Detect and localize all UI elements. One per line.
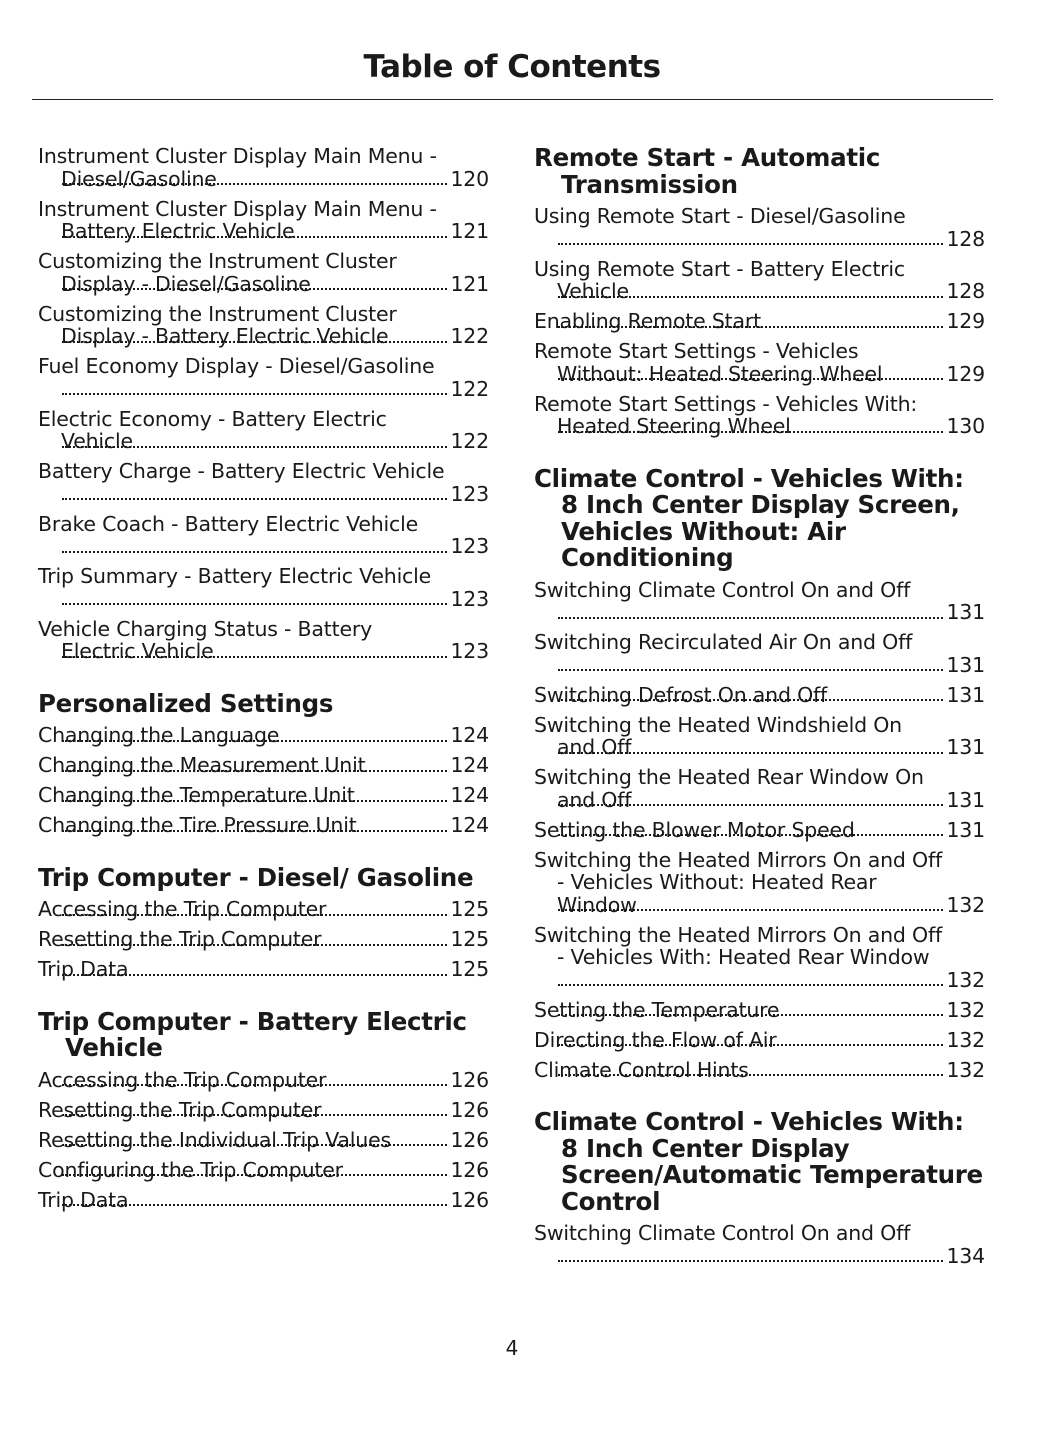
dot-leader [558,326,947,328]
dot-leader [558,296,947,298]
toc-entry-page: 128 [946,279,985,303]
section-heading: Trip Computer - Battery Electric Vehicle [38,1006,467,1062]
toc-entry-label: Switching the Heated Windshield On and Off [534,712,902,759]
toc-entry[interactable] [534,1059,985,1082]
toc-entry-label: Switching Climate Control On and Off [534,577,911,602]
toc-entry-page: 126 [450,1067,489,1092]
toc-section-trip-computer-diesel [38,862,489,981]
toc-entry-page: 132 [946,1057,985,1082]
toc-entry-label: Switching Climate Control On and Off [534,1221,911,1245]
dot-leader [62,914,451,916]
toc-entry[interactable] [534,258,985,303]
dot-leader [62,1114,451,1116]
toc-entry[interactable] [38,618,489,663]
dot-leader [62,800,451,802]
toc-entry-label: Remote Start Settings - Vehicles Without: Heated Steering Wheel [534,339,883,386]
toc-entry-label: Enabling Remote Start [534,309,761,333]
dot-leader [62,1144,451,1146]
dot-leader [558,699,947,701]
toc-intro-entries [38,145,489,663]
toc-entry-label: Changing the Measurement Unit [38,753,366,777]
toc-entry-page: 131 [946,682,985,707]
toc-entry-page: 126 [450,1127,489,1152]
dot-leader [62,974,451,976]
toc-entry-page: 124 [450,783,489,807]
dot-leader [62,341,451,343]
toc-entry[interactable] [534,310,985,333]
toc-entry[interactable] [534,393,985,438]
dot-leader [558,752,947,754]
dot-leader [558,1014,947,1016]
toc-entry-page: 124 [450,813,489,837]
toc-entry-label: Resetting the Trip Computer [38,1097,322,1122]
toc-entry-label: Remote Start Settings - Vehicles With: Heated Steering Wheel [534,391,918,438]
toc-entry[interactable] [38,814,489,837]
toc-entry-page: 132 [946,967,985,992]
toc-entry[interactable] [38,198,489,243]
section-heading: Climate Control - Vehicles With: 8 Inch Center Display Screen/Automatic Temperature Control [534,1107,983,1216]
toc-entry-page: 130 [946,414,985,438]
toc-entry-label: Instrument Cluster Display Main Menu - Diesel/Gasoline [38,144,437,191]
toc-entry-page: 132 [946,892,985,917]
toc-entry-page: 132 [946,1027,985,1052]
section-heading: Personalized Settings [38,688,334,718]
toc-entry[interactable] [38,898,489,921]
toc-entry[interactable] [38,303,489,348]
toc-entry-label: Brake Coach - Battery Electric Vehicle [38,511,419,536]
toc-entry-label: Setting the Blower Motor Speed [534,817,855,842]
dot-leader [62,498,451,500]
toc-entry-page: 126 [450,1187,489,1212]
toc-entry-page: 123 [450,639,489,663]
toc-entry-page: 122 [450,429,489,453]
toc-entry-page: 126 [450,1097,489,1122]
dot-leader [62,1174,451,1176]
dot-leader [62,183,451,185]
toc-entry[interactable] [38,355,489,400]
page-title: Table of Contents [363,49,661,85]
toc-entry-label: Customizing the Instrument Cluster Display - Battery Electric Vehicle [38,301,397,348]
toc-entry-label: Instrument Cluster Display Main Menu - Battery Electric Vehicle [38,196,437,243]
toc-entry-label: Customizing the Instrument Cluster Display - Diesel/Gasoline [38,249,397,296]
dot-leader [558,243,947,245]
toc-entry-page: 125 [450,957,489,981]
toc-entry-page: 134 [946,1243,985,1268]
toc-section-trip-computer-bev [38,1006,489,1212]
toc-entry[interactable] [534,579,985,624]
toc-section-personalized-settings [38,688,489,837]
dot-leader [62,236,451,238]
toc-entry[interactable] [38,1069,489,1092]
toc-entry-label: Climate Control Hints [534,1057,749,1082]
toc-entry-label: Trip Data [38,1187,129,1212]
toc-entry[interactable] [534,631,985,676]
toc-entry[interactable] [38,1159,489,1182]
dot-leader [558,378,947,380]
dot-leader [558,804,947,806]
toc-entry-label: Accessing the Trip Computer [38,1067,327,1092]
toc-entry-label: Switching Defrost On and Off [534,682,828,707]
toc-entry-label: Switching Recirculated Air On and Off [534,630,913,654]
toc-section-remote-start [534,145,985,438]
toc-entry-label: Trip Summary - Battery Electric Vehicle [38,564,432,588]
toc-entry-page: 125 [450,927,489,951]
toc-entry[interactable] [38,513,489,558]
toc-entry[interactable] [534,1029,985,1052]
toc-entry[interactable] [534,999,985,1022]
toc-entry-label: Directing the Flow of Air [534,1027,777,1052]
dot-leader [62,1204,451,1206]
toc-entry-label: Using Remote Start - Battery Electric Vehicle [534,256,905,303]
dot-leader [62,830,451,832]
dot-leader [62,603,451,605]
toc-section-climate-control-atc [534,1109,985,1267]
dot-leader [558,984,947,986]
toc-entry-page: 125 [450,897,489,921]
toc-entry-page: 131 [946,817,985,842]
toc-entry-page: 131 [946,600,985,624]
dot-leader [62,656,451,658]
dot-leader [558,1044,947,1046]
toc-entry[interactable] [534,684,985,707]
dot-leader [62,770,451,772]
toc-entry[interactable] [38,754,489,777]
section-heading: Remote Start - Automatic Transmission [534,143,881,199]
dot-leader [62,288,451,290]
toc-entry-label: Switching the Heated Mirrors On and Off - Vehicles Without: Heated Rear Window [534,847,943,917]
toc-entry-page: 126 [450,1157,489,1182]
toc-entry-label: Using Remote Start - Diesel/Gasoline [534,204,906,228]
dot-leader [558,431,947,433]
toc-entry-label: Electric Economy - Battery Electric Vehicle [38,406,387,453]
toc-entry[interactable] [534,766,985,811]
toc-entry-page: 131 [946,735,985,759]
toc-entry-label: Fuel Economy Display - Diesel/Gasoline [38,354,435,378]
toc-entry-page: 132 [946,997,985,1022]
toc-entry[interactable] [534,714,985,759]
toc-entry-label: Setting the Temperature [534,997,780,1022]
dot-leader [62,551,451,553]
toc-entry-page: 129 [946,309,985,333]
title-divider [32,99,993,100]
toc-entry[interactable] [38,565,489,610]
toc-entry[interactable] [38,1189,489,1212]
toc-entry-label: Changing the Tire Pressure Unit [38,813,357,837]
toc-entry[interactable] [534,849,985,917]
toc-entry-label: Changing the Language [38,723,280,747]
toc-entry-label: Vehicle Charging Status - Battery Electric Vehicle [38,616,373,663]
toc-entry-page: 123 [450,586,489,611]
toc-entry-label: Resetting the Trip Computer [38,927,322,951]
dot-leader [62,740,451,742]
toc-entry-page: 124 [450,753,489,777]
toc-entry-label: Trip Data [38,957,129,981]
toc-entry-page: 121 [450,271,489,296]
toc-entry[interactable] [38,460,489,505]
toc-entry-page: 131 [946,787,985,812]
toc-entry[interactable] [38,250,489,295]
dot-leader [558,617,947,619]
toc-entry-page: 128 [946,226,985,251]
toc-entry[interactable] [38,1099,489,1122]
dot-leader [62,393,451,395]
dot-leader [62,944,451,946]
toc-section-climate-control-no-ac [534,463,985,1082]
toc-entry-label: Changing the Temperature Unit [38,783,355,807]
toc-entry-page: 131 [946,652,985,677]
dot-leader [558,1074,947,1076]
toc-entry[interactable] [534,819,985,842]
toc-entry[interactable] [534,1222,985,1267]
toc-entry[interactable] [38,928,489,951]
toc-left-column [38,145,489,1219]
toc-entry-page: 124 [450,723,489,747]
toc-entry-label: Battery Charge - Battery Electric Vehicle [38,459,445,483]
toc-entry-label: Resetting the Individual Trip Values [38,1127,391,1152]
toc-entry[interactable] [38,145,489,190]
dot-leader [558,909,947,911]
toc-entry-label: Accessing the Trip Computer [38,897,327,921]
dot-leader [558,834,947,836]
toc-entry-label: Switching the Heated Mirrors On and Off - Vehicles With: Heated Rear Window [534,922,943,969]
dot-leader [558,669,947,671]
toc-entry[interactable] [534,205,985,250]
toc-entry-page: 120 [450,166,489,191]
toc-entry[interactable] [38,958,489,981]
dot-leader [62,1084,451,1086]
toc-entry-label: Switching the Heated Rear Window On and Off [534,765,924,812]
section-heading: Trip Computer - Diesel/ Gasoline [38,862,474,892]
toc-entry-page: 121 [450,219,489,243]
toc-entry[interactable] [534,924,985,992]
toc-entry[interactable] [38,408,489,453]
toc-entry[interactable] [38,724,489,747]
toc-entry-page: 123 [450,481,489,506]
toc-entry-page: 129 [946,361,985,386]
dot-leader [62,446,451,448]
toc-entry[interactable] [38,784,489,807]
dot-leader [558,1260,947,1262]
toc-entry-page: 122 [450,324,489,348]
page-number: 4 [505,1336,519,1360]
toc-right-column [534,145,985,1275]
toc-entry[interactable] [38,1129,489,1152]
section-heading: Climate Control - Vehicles With: 8 Inch Center Display Screen, Vehicles Without: Air Conditioning [534,463,964,572]
toc-entry-page: 122 [450,376,489,401]
toc-entry-label: Configuring the Trip Computer [38,1157,343,1182]
toc-entry[interactable] [534,340,985,385]
toc-entry-page: 123 [450,534,489,558]
